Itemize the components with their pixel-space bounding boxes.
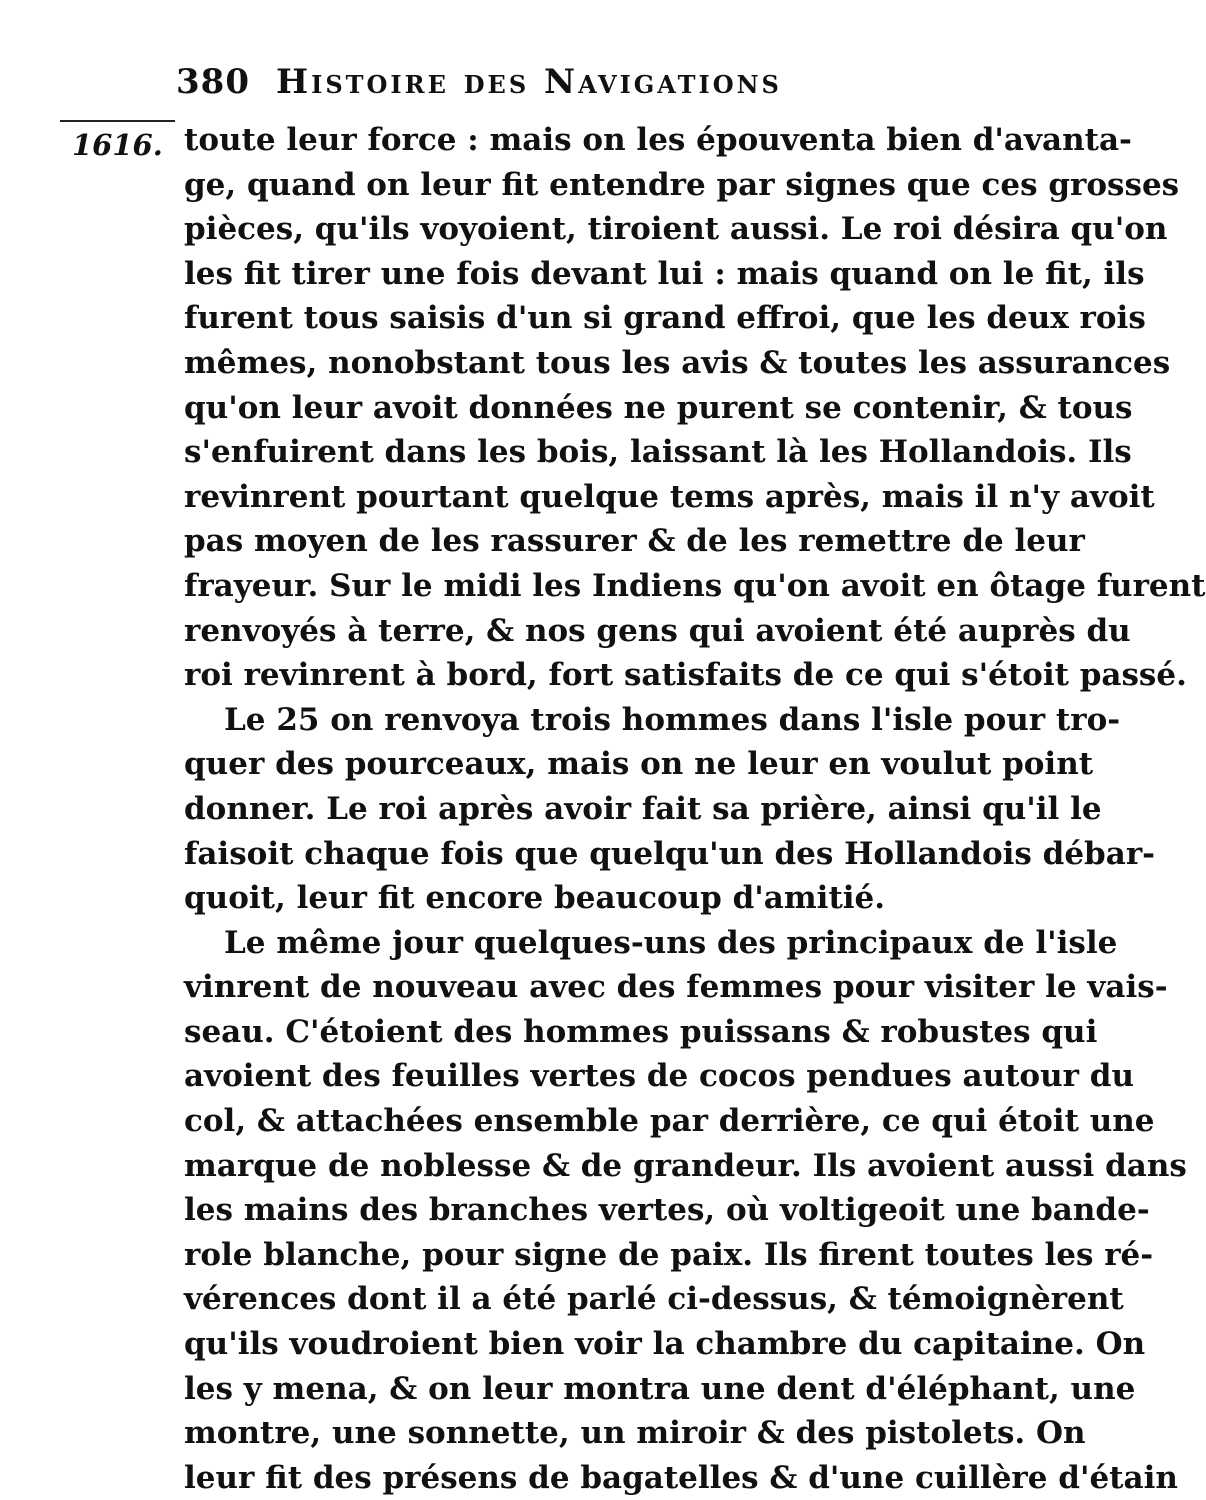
text-line: s'enfuirent dans les bois, laissant là les Hollandois. Ils xyxy=(184,434,1132,471)
text-line: pièces, qu'ils voyoient, tiroient aussi. Le roi désira qu'on xyxy=(184,211,1168,248)
text-line: avoient des feuilles vertes de cocos pendues autour du xyxy=(184,1058,1134,1095)
text-line: vérences dont il a été parlé ci-dessus, & témoignèrent xyxy=(184,1281,1124,1318)
text-line: montre, une sonnette, un miroir & des pistolets. On xyxy=(184,1415,1086,1452)
text-line: faisoit chaque fois que quelqu'un des Hollandois débar- xyxy=(184,835,1156,872)
text-line: furent tous saisis d'un si grand effroi, que les deux rois xyxy=(184,300,1146,337)
text-line: qu'ils voudroient bien voir la chambre du capitaine. On xyxy=(184,1326,1146,1363)
margin-year-note: 1616. xyxy=(72,128,163,162)
margin-rule xyxy=(60,120,175,122)
text-line: seau. C'étoient des hommes puissans & robustes qui xyxy=(184,1013,1098,1050)
page-number: 380 xyxy=(176,62,250,102)
running-head xyxy=(176,62,1016,106)
text-line: les y mena, & on leur montra une dent d'éléphant, une xyxy=(184,1370,1136,1407)
text-line: ge, quand on leur fit entendre par signes que ces grosses xyxy=(184,166,1180,203)
text-line: revinrent pourtant quelque tems après, mais il n'y avoit xyxy=(184,478,1155,515)
text-line: roi revinrent à bord, fort satisfaits de ce qui s'étoit passé. xyxy=(184,657,1187,694)
text-line: leur fit des présens de bagatelles & d'une cuillère d'étain xyxy=(184,1459,1178,1496)
text-line: quer des pourceaux, mais on ne leur en voulut point xyxy=(184,746,1094,783)
text-line: toute leur force : mais on les épouventa bien d'avanta- xyxy=(184,122,1132,158)
text-line: les mains des branches vertes, où voltigeoit une bande- xyxy=(184,1192,1150,1229)
text-line: qu'on leur avoit données ne purent se contenir, & tous xyxy=(184,389,1133,426)
text-line: col, & attachées ensemble par derrière, ce qui étoit une xyxy=(184,1103,1155,1140)
text-line: marque de noblesse & de grandeur. Ils avoient aussi dans xyxy=(184,1147,1187,1184)
text-line: donner. Le roi après avoir fait sa prière, ainsi qu'il le xyxy=(184,790,1102,827)
text-line: role blanche, pour signe de paix. Ils firent toutes les ré- xyxy=(184,1236,1154,1273)
text-line: renvoyés à terre, & nos gens qui avoient été auprès du xyxy=(184,612,1131,649)
text-line: pas moyen de les rassurer & de les remettre de leur xyxy=(184,523,1085,560)
text-line: Le 25 on renvoya trois hommes dans l'isle pour tro- xyxy=(224,701,1121,738)
text-line: vinrent de nouveau avec des femmes pour visiter le vais- xyxy=(184,969,1168,1006)
text-line: frayeur. Sur le midi les Indiens qu'on avoit en ôtage furent xyxy=(184,567,1206,604)
text-line: Le même jour quelques-uns des principaux de l'isle xyxy=(224,924,1118,961)
running-head-title: Histoire des Navigations xyxy=(275,62,782,102)
text-line: mêmes, nonobstant tous les avis & toutes les assurances xyxy=(184,344,1171,381)
text-line: les fit tirer une fois devant lui : mais quand on le fit, ils xyxy=(184,255,1145,292)
text-line: quoit, leur fit encore beaucoup d'amitié. xyxy=(184,880,886,917)
body-text xyxy=(184,118,1206,1500)
